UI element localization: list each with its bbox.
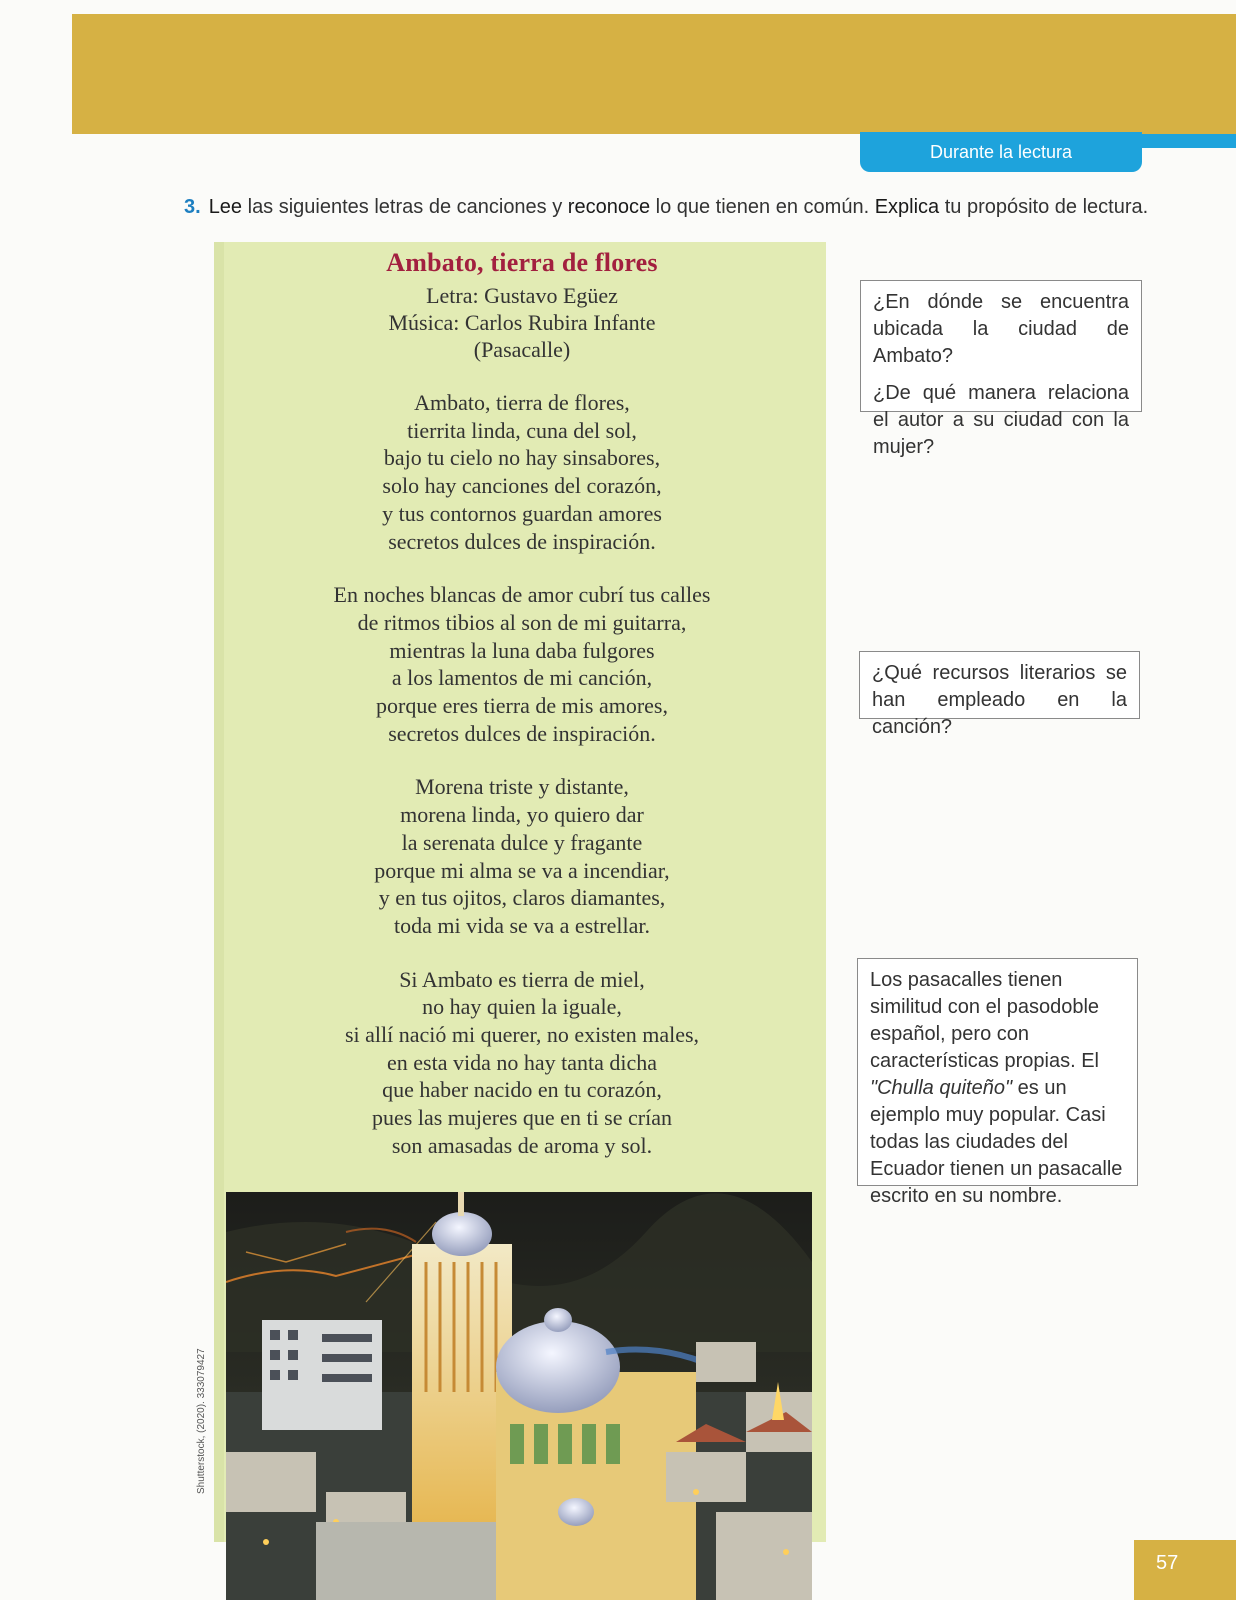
page-number: 57 [1134,1540,1236,1600]
info-text: es un ejemplo muy popular. Casi todas las ciudades del Ecuador tienen un pasacalle escrito en su nombre. [870,1077,1123,1207]
verse: que haber nacido en tu corazón, [382,1077,662,1103]
verse: mientras la luna daba fulgores [389,637,655,663]
header-color-band [72,14,1236,134]
verse: a los lamentos de mi canción, [391,665,653,691]
lyrics-author: Letra: Gustavo Egüez [426,283,618,308]
instruction-text: las siguientes letras de canciones y [242,196,568,218]
verse: porque eres tierra de mis amores, [376,693,668,719]
question-box [860,280,1142,458]
music-author: Música: Carlos Rubira Infante [388,310,656,335]
song-title: Ambato, tierra de flores [386,248,658,277]
verse: y en tus ojitos, claros diamantes, [378,885,666,911]
stanza [224,966,820,1160]
instruction-verb-explain: Explica [874,196,940,218]
verse: toda mi vida se va a estrellar. [394,912,650,938]
verse: bajo tu cielo no hay sinsabores, [383,445,661,471]
cathedral-photo [226,1192,812,1600]
header-tab-stripe [1140,134,1236,148]
verse: la serenata dulce y fragante [401,829,643,855]
info-box [857,958,1138,1207]
verse: solo hay canciones del corazón, [382,473,662,499]
verse: y tus contornos guardan amores [382,500,662,526]
stanza [224,581,820,747]
instruction-verb-read: Lee [208,196,243,218]
verse: secretos dulces de inspiración. [388,720,656,746]
verse: morena linda, yo quiero dar [400,802,644,828]
section-tab: Durante la lectura [860,132,1142,172]
verse: pues las mujeres que en ti se crían [372,1105,672,1131]
song-genre: (Pasacalle) [473,337,571,362]
verse: en esta vida no hay tanta dicha [386,1049,657,1075]
verse: porque mi alma se va a incendiar, [374,857,670,883]
question-literary-resources: ¿Qué recursos literarios se han empleado en la canción? [872,662,1127,738]
verse: secretos dulces de inspiración. [388,528,656,554]
verse: En noches blancas de amor cubrí tus calles [333,582,711,608]
question-location: ¿En dónde se encuentra ubicada la ciudad de Ambato? [873,291,1129,367]
verse: de ritmos tibios al son de mi guitarra, [357,609,687,635]
verse: Morena triste y distante, [415,774,629,800]
verse: Ambato, tierra de flores, [414,390,630,415]
verse: son amasadas de aroma y sol. [391,1132,653,1158]
verse: no hay quien la iguale, [422,994,622,1020]
activity-instruction [184,196,1184,219]
verse: Si Ambato es tierra de miel, [399,966,645,992]
song-example: "Chulla quiteño" [870,1077,1013,1099]
instruction-text: tu propósito de lectura. [939,196,1149,218]
poem-panel-edge [214,242,224,1542]
activity-number: 3. [184,196,201,218]
question-city-woman: ¿De qué manera relaciona el autor a su ciudad con la mujer? [873,382,1129,458]
instruction-verb-recognize: reconoce [567,196,651,218]
photo-credit: Shutterstock, (2020). 333079427 [196,1348,207,1494]
info-text: Los pasacalles tienen similitud con el pasodoble español, pero con características propias. El [870,969,1100,1072]
question-box [859,651,1140,738]
pasacalle-info [870,967,1125,1210]
verse: si allí nació mi querer, no existen males, [344,1022,700,1048]
stanza [224,773,820,939]
verse: tierrita linda, cuna del sol, [407,417,637,443]
instruction-text: lo que tienen en común. [650,196,875,218]
stanza [224,389,820,555]
song-lyrics [224,248,820,1160]
